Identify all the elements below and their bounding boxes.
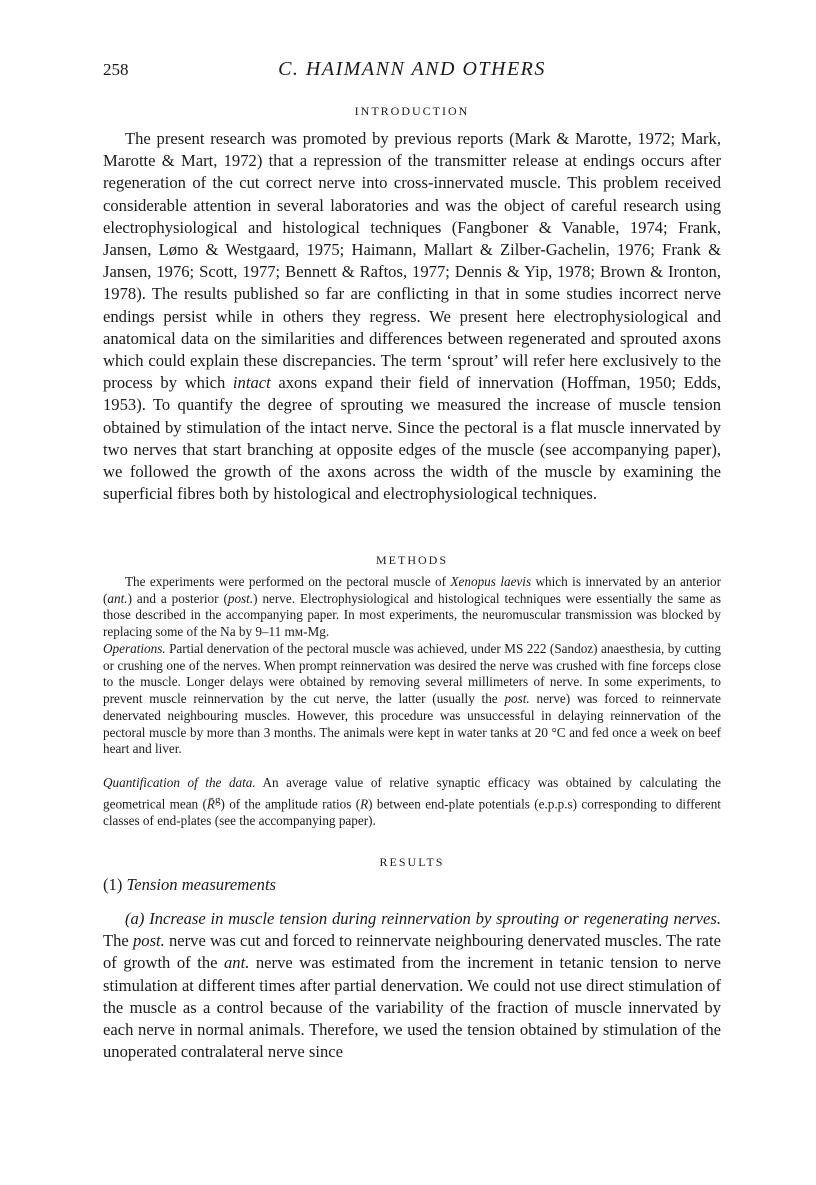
running-head: C. HAIMANN AND OTHERS	[278, 58, 546, 80]
results-heading: RESULTS	[379, 855, 445, 869]
methods-paragraph-operations: Operations. Partial denervation of the pectoral muscle was achieved, under MS 222 (Sandoz) anaesthesia, by cutting or crushing one of the nerves. When prompt reinnervation was desired the nerve was crushed with fine forceps close to the muscle. Longer delays were obtained by removing several millimeters of nerve. In some experiments, to prevent muscle reinnervation by the cut nerve, the latter (usually the post. nerve) was forced to reinnervate denervated neighbouring muscles. However, this procedure was unsuccessful in delaying reinnervation of the pectoral muscle by more than 3 months. The animals were kept in water tanks at 20 °C and fed once a week on beef heart and liver.	[103, 641, 721, 757]
tension-measurements-subheading: (1) Tension measurements	[103, 875, 277, 894]
introduction-heading: INTRODUCTION	[354, 104, 470, 118]
methods-paragraph-quantification: Quantification of the data. An average value of relative synaptic efficacy was obtained by calculating the geometrical mean (R̄$^g$) of the amplitude ratios (R) between end-plate potentials (e.p.p.s) corresponding to different classes of end-plates (see the accompanying paper).	[103, 775, 721, 828]
methods-heading: METHODS	[375, 553, 448, 567]
results-paragraph: (a) Increase in muscle tension during reinnervation by sprouting or regenerating nerves. The post. nerve was cut and forced to reinnervate neighbouring denervated muscles. The rate of growth of the ant. nerve was estimated from the increment in tetanic tension to nerve stimulation at different times after partial denervation. We could not use direct stimulation of the muscle as a control because of the variability of the fraction of muscle innervated by each nerve in normal animals. Therefore, we used the tension obtained by stimulation of the unoperated contralateral nerve since	[103, 909, 721, 1062]
page-header	[103, 58, 721, 84]
introduction-paragraph: The present research was promoted by previous reports (Mark & Marotte, 1972; Mark, Marotte & Mart, 1972) that a repression of the transmitter release at endings occurs after regeneration of the cut correct nerve into cross-innervated muscle. This problem received considerable attention in several laboratories and was the object of careful research using electrophysiological and histological techniques (Fangboner & Vanable, 1974; Frank, Jansen, Lømo & Westgaard, 1975; Haimann, Mallart & Zilber-Gachelin, 1976; Frank & Jansen, 1976; Scott, 1977; Bennett & Raftos, 1977; Dennis & Yip, 1978; Brown & Ironton, 1978). The results published so far are conflicting in that in some studies incorrect nerve endings persist while in others they regress. We present here electrophysiological and anatomical data on the similarities and differences between regenerated and sprouted axons which could explain these discrepancies. The term ‘sprout’ will refer here exclusively to the process by which intact axons expand their field of innervation (Hoffman, 1950; Edds, 1953). To quantify the degree of sprouting we measured the increase of muscle tension obtained by stimulation of the intact nerve. Since the pectoral is a flat muscle innervated by two nerves that start branching at opposite edges of the muscle (see accompanying paper), we followed the growth of the axons across the width of the muscle by examining the superficial fibres both by histological and electrophysiological techniques.	[103, 129, 721, 504]
page-number: 258	[103, 60, 129, 79]
methods-paragraph-1: The experiments were performed on the pectoral muscle of Xenopus laevis which is innervated by an anterior (ant.) and a posterior (post.) nerve. Electrophysiological and histological techniques were essentially the same as those described in the accompanying paper. In most experiments, the neuromuscular transmission was blocked by replacing some of the Na by 9–11 mᴍ-Mg.	[103, 574, 721, 640]
